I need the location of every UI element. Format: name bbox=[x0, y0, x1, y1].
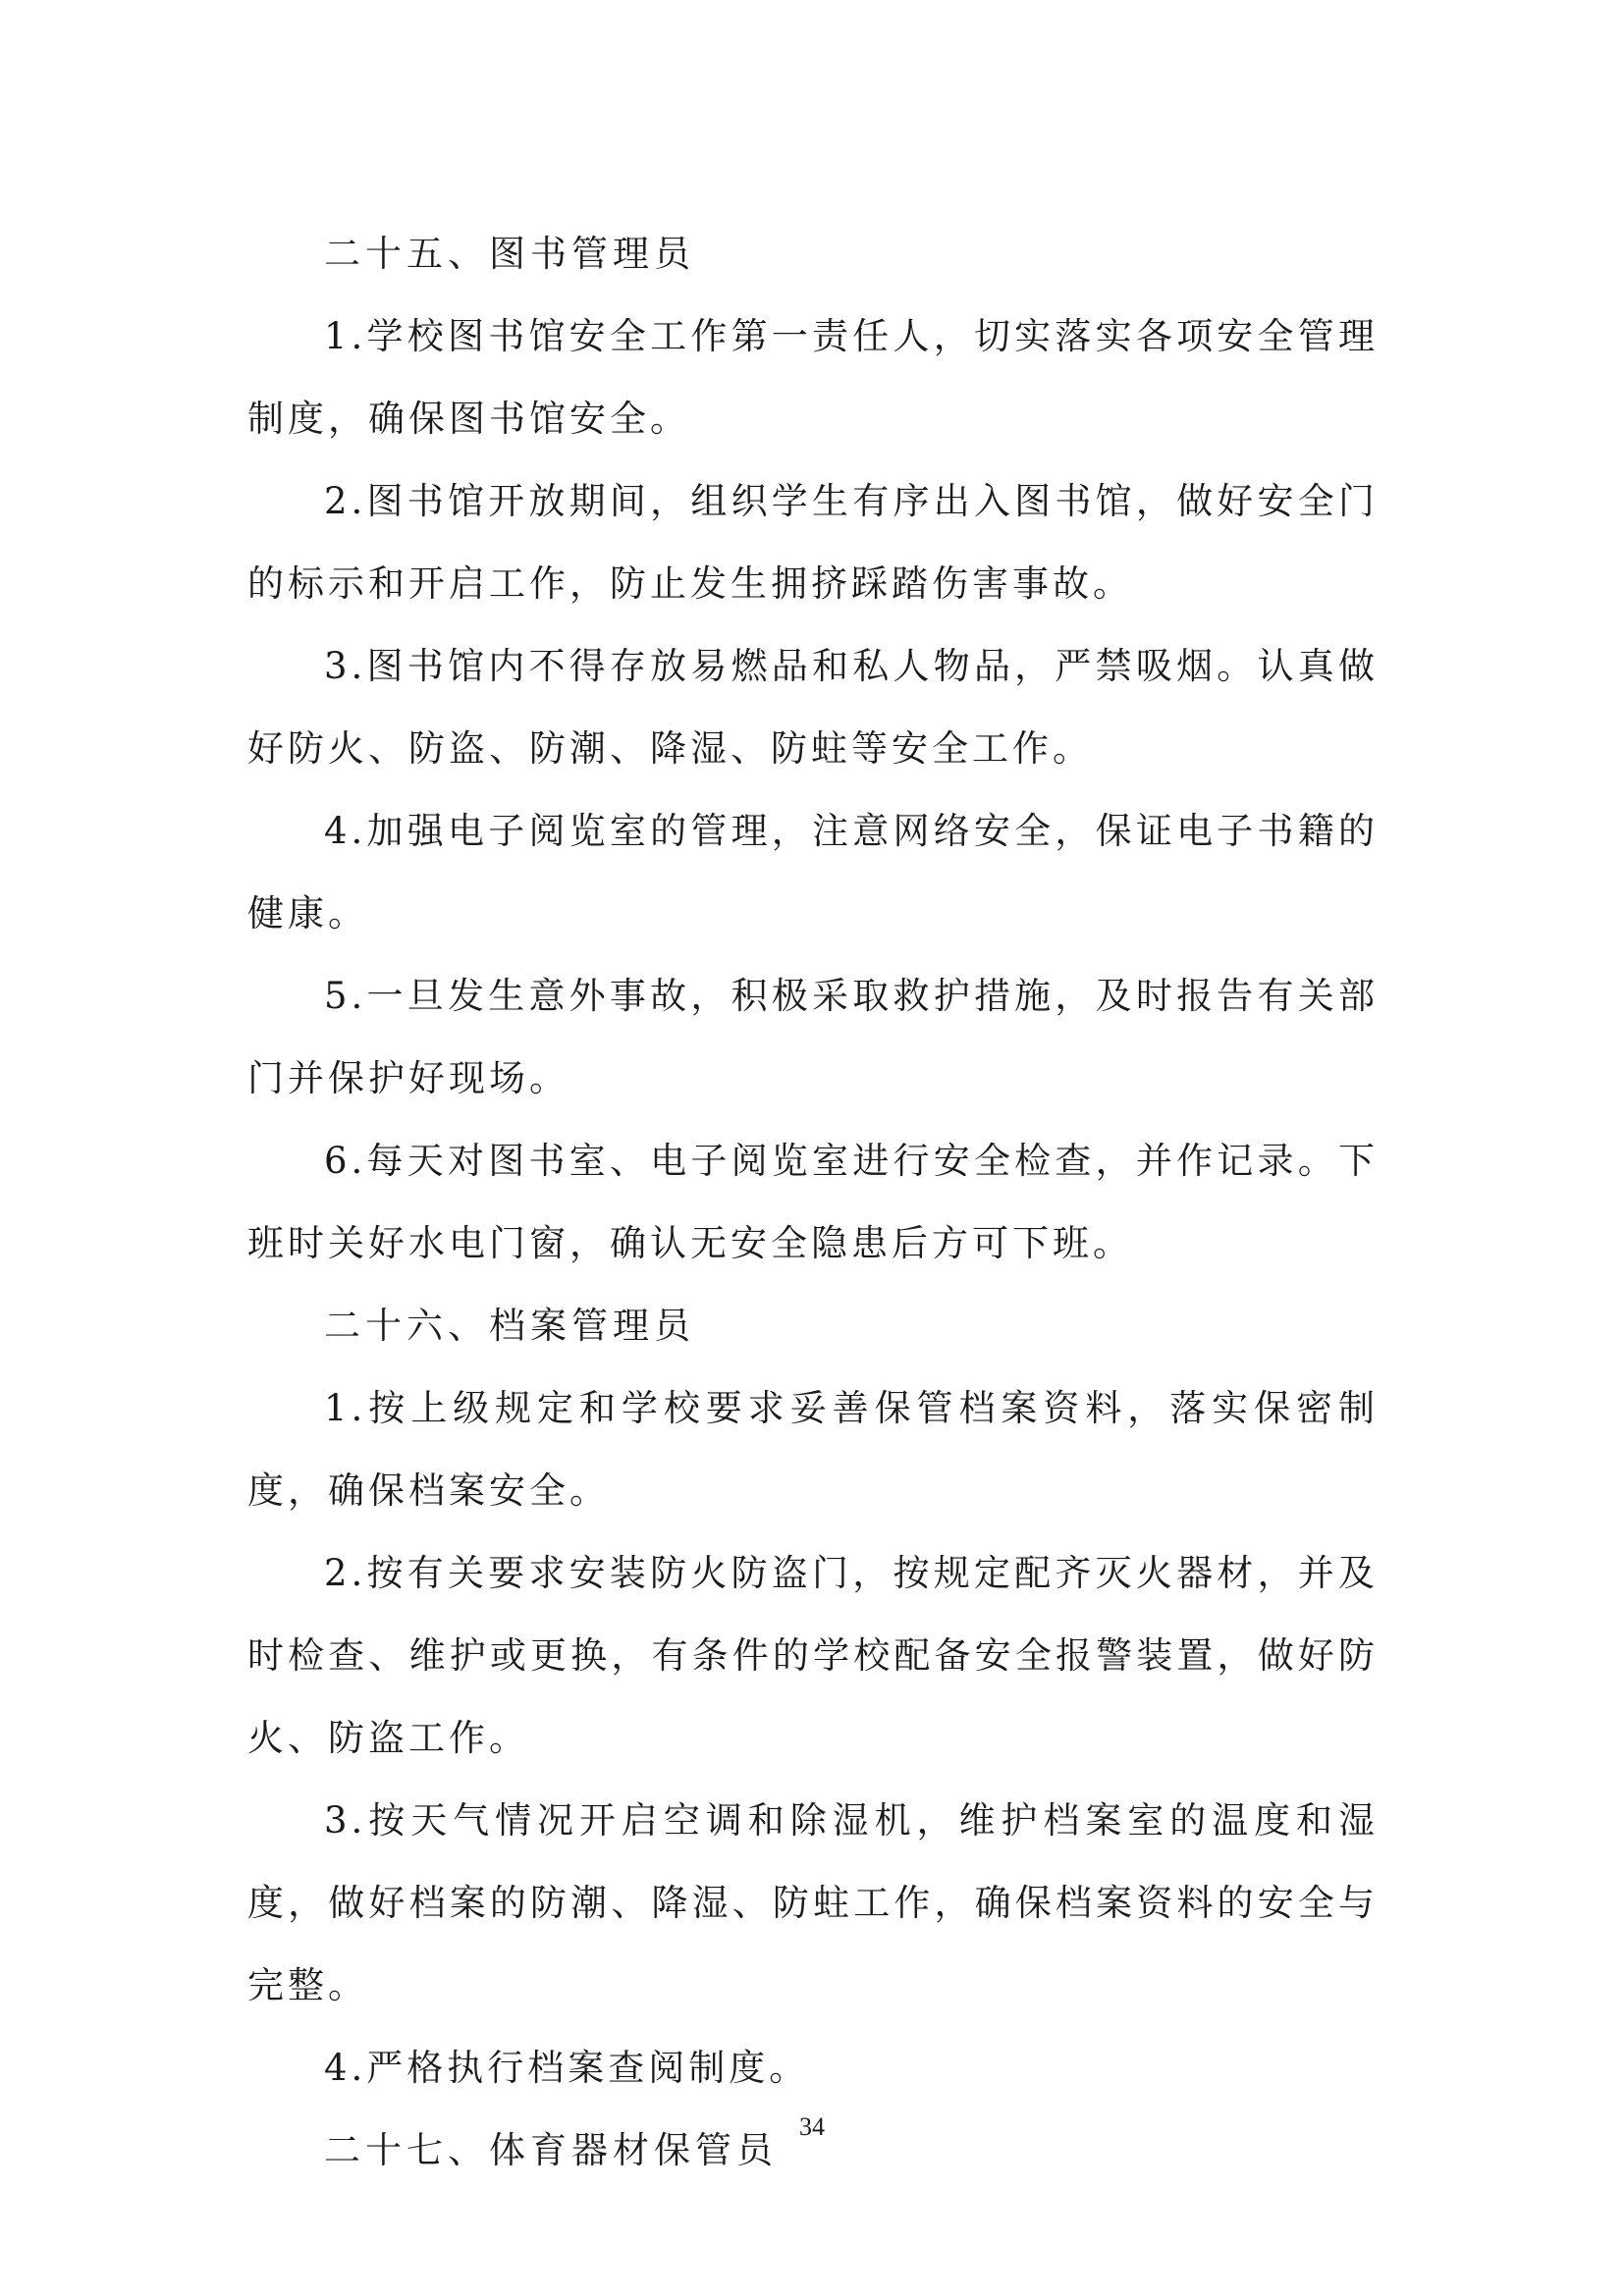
archivist-item-1: 1.按上级规定和学校要求妥善保管档案资料，落实保密制度，确保档案安全。 bbox=[247, 1387, 1379, 1512]
archivist-item-3: 3.按天气情况开启空调和除湿机，维护档案室的温度和湿度，做好档案的防潮、降湿、防蛀工作，确保档案资料的安全与完整。 bbox=[247, 1799, 1379, 2006]
librarian-item-1: 1.学校图书馆安全工作第一责任人，切实落实各项安全管理制度，确保图书馆安全。 bbox=[247, 315, 1379, 440]
page-number: 34 bbox=[799, 2112, 825, 2141]
librarian-item-4: 4.加强电子阅览室的管理，注意网络安全，保证电子书籍的健康。 bbox=[247, 810, 1379, 934]
archivist-item-2: 2.按有关要求安装防火防盗门，按规定配齐灭火器材，并及时检查、维护或更换，有条件的学校配备安全报警装置，做好防火、防盗工作。 bbox=[247, 1552, 1379, 1759]
document-body bbox=[247, 213, 1379, 2192]
section-heading-archivist: 二十六、档案管理员 bbox=[324, 1305, 695, 1347]
librarian-item-5: 5.一旦发生意外事故，积极采取救护措施，及时报告有关部门并保护好现场。 bbox=[247, 975, 1379, 1099]
section-heading-librarian: 二十五、图书管理员 bbox=[324, 233, 695, 275]
librarian-item-6: 6.每天对图书室、电子阅览室进行安全检查，并作记录。下班时关好水电门窗，确认无安全隐患后方可下班。 bbox=[247, 1140, 1379, 1264]
librarian-item-3: 3.图书馆内不得存放易燃品和私人物品，严禁吸烟。认真做好防火、防盗、防潮、降湿、防蛀等安全工作。 bbox=[247, 645, 1379, 770]
archivist-item-4: 4.严格执行档案查阅制度。 bbox=[324, 2047, 810, 2089]
librarian-item-2: 2.图书馆开放期间，组织学生有序出入图书馆，做好安全门的标示和开启工作，防止发生拥挤踩踏伤害事故。 bbox=[247, 480, 1379, 605]
section-heading-sports-equipment-keeper: 二十七、体育器材保管员 bbox=[324, 2129, 778, 2171]
